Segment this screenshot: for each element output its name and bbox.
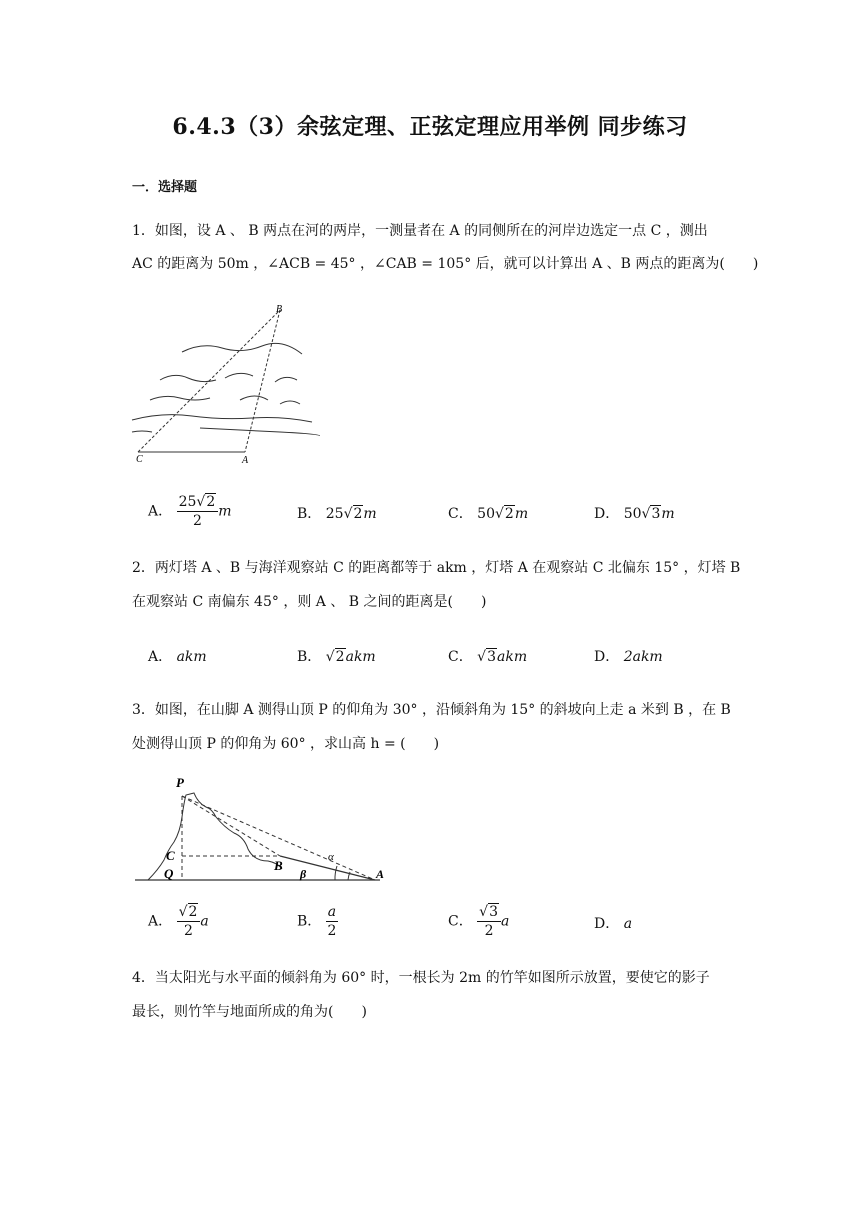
q1-line2: AC 的距离为 50m ，∠ACB = 45° ，∠CAB = 105° 后，就可以计算出 A 、B 两点的距离为( ) bbox=[132, 256, 759, 272]
q2-d-text: 2akm bbox=[623, 649, 663, 665]
q3-option-a-label: A． bbox=[148, 913, 173, 930]
q3-c-rad: 3 bbox=[489, 904, 499, 920]
q2-b-text: akm bbox=[345, 649, 376, 665]
q1-line1: 1．如图，设 A 、 B 两点在河的两岸，一测量者在 A 的同侧所在的河岸边选定一点 C ，测出 bbox=[132, 223, 708, 239]
q1-b-rad: 2 bbox=[353, 506, 363, 522]
q2-a-text: akm bbox=[176, 649, 207, 665]
sqrt-symbol: √2 bbox=[196, 494, 216, 510]
q3-label-c: C bbox=[166, 848, 175, 863]
page-title: 6.4.3（3）余弦定理、正弦定理应用举例 同步练习 bbox=[172, 114, 688, 140]
q2-option-d-label: D． bbox=[594, 649, 620, 665]
sqrt-symbol: √3 bbox=[477, 649, 497, 665]
q1-label-a: A bbox=[242, 455, 249, 466]
q3-a-rad: 2 bbox=[188, 904, 198, 920]
q2-option-d[interactable] bbox=[594, 646, 663, 666]
q3-line1: 3．如图，在山脚 A 测得山顶 P 的仰角为 30° ，沿倾斜角为 15° 的斜坡向上走 a 米到 B ，在 B bbox=[132, 702, 731, 718]
q1-d-text: 50 bbox=[623, 506, 642, 522]
q1-option-b-label: B． bbox=[297, 506, 322, 522]
q1-b-unit: m bbox=[363, 506, 377, 522]
sqrt-symbol: √3 bbox=[641, 506, 661, 522]
q3-label-b: B bbox=[274, 858, 283, 873]
q3-c-den: 2 bbox=[484, 923, 494, 939]
sqrt-symbol: √2 bbox=[495, 506, 514, 522]
q1-a-rad: 2 bbox=[206, 494, 216, 510]
q3-label-q: Q bbox=[164, 866, 174, 881]
q1-label-b: B bbox=[276, 304, 283, 315]
q1-d-unit: m bbox=[661, 506, 675, 522]
q3-option-c-label: C． bbox=[448, 913, 473, 930]
q1-d-rad: 3 bbox=[651, 506, 661, 522]
q2-option-c-label: C． bbox=[448, 649, 473, 665]
q2-c-rad: 3 bbox=[487, 649, 497, 665]
q3-d-text: a bbox=[623, 916, 633, 932]
q2-line1: 2．两灯塔 A 、B 与海洋观察站 C 的距离都等于 akm ，灯塔 A 在观察站 C 北偏东 15° ，灯塔 B bbox=[132, 560, 741, 576]
sqrt-symbol: √2 bbox=[325, 649, 345, 665]
q3-option-a[interactable] bbox=[148, 903, 209, 940]
sqrt-symbol: √3 bbox=[479, 904, 499, 920]
q1-a-unit: m bbox=[218, 503, 232, 520]
q2-option-b[interactable] bbox=[297, 646, 376, 666]
q3-line2: 处测得山顶 P 的仰角为 60° ，求山高 h = ( ) bbox=[132, 736, 440, 752]
q3-option-c-fraction bbox=[477, 903, 501, 940]
q3-a-den: 2 bbox=[184, 923, 193, 939]
q1-option-a-label: A． bbox=[148, 503, 173, 520]
q2-option-a-label: A． bbox=[148, 649, 173, 665]
q4-line1: 4．当太阳光与水平面的倾斜角为 60° 时，一根长为 2m 的竹竿如图所示放置，要使它的影子 bbox=[132, 970, 710, 986]
q1-a-num: 25 bbox=[178, 494, 197, 510]
q3-label-alpha: α bbox=[328, 851, 334, 863]
q3-option-b-fraction bbox=[326, 903, 338, 940]
q1-c-unit: m bbox=[514, 506, 529, 522]
sqrt-symbol: √2 bbox=[343, 506, 363, 522]
q1-option-d-label: D． bbox=[594, 506, 620, 522]
q3-option-b[interactable] bbox=[297, 903, 338, 940]
sqrt-symbol: √2 bbox=[178, 904, 198, 920]
q2-c-text: akm bbox=[497, 649, 528, 665]
q3-option-d[interactable] bbox=[594, 913, 632, 933]
q2-option-b-label: B． bbox=[297, 649, 322, 665]
q2-b-rad: 2 bbox=[335, 649, 345, 665]
q1-option-b[interactable] bbox=[297, 503, 377, 523]
q2-option-c[interactable] bbox=[448, 646, 527, 666]
q3-option-b-label: B． bbox=[297, 913, 322, 930]
q3-label-beta: β bbox=[300, 867, 307, 881]
q3-mountain-figure bbox=[130, 770, 395, 885]
q3-option-d-label: D． bbox=[594, 916, 620, 932]
q1-river-figure bbox=[130, 300, 320, 470]
q1-a-den: 2 bbox=[192, 513, 202, 529]
q1-b-text: 25 bbox=[325, 506, 344, 522]
q3-label-a: A bbox=[376, 867, 385, 881]
q1-option-a[interactable] bbox=[148, 493, 232, 530]
q1-option-d[interactable] bbox=[594, 503, 675, 523]
q2-option-a[interactable] bbox=[148, 646, 207, 666]
q2-line2: 在观察站 C 南偏东 45° ，则 A 、 B 之间的距离是( ) bbox=[132, 594, 487, 610]
q1-c-rad: 2 bbox=[504, 506, 514, 522]
q3-label-p: P bbox=[176, 775, 184, 790]
q1-label-c: C bbox=[136, 454, 143, 465]
q1-option-c[interactable] bbox=[448, 503, 528, 523]
q3-option-c[interactable] bbox=[448, 903, 509, 940]
q3-c-var: a bbox=[501, 913, 510, 930]
q4-line2: 最长，则竹竿与地面所成的角为( ) bbox=[132, 1004, 367, 1020]
q1-option-a-fraction bbox=[177, 493, 219, 530]
q3-b-num: a bbox=[327, 904, 337, 920]
q3-option-a-fraction bbox=[177, 903, 201, 940]
q3-a-var: a bbox=[200, 913, 209, 930]
q1-c-text: 50 bbox=[477, 506, 495, 522]
q3-b-den: 2 bbox=[327, 923, 337, 939]
section-heading: 一．选择题 bbox=[132, 180, 198, 195]
q1-option-c-label: C． bbox=[448, 506, 473, 522]
